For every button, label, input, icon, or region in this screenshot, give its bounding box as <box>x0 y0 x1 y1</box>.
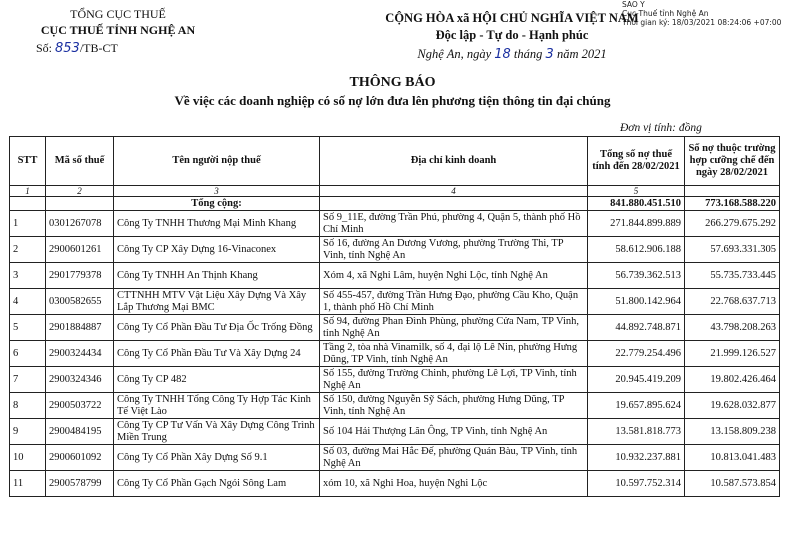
col-header-taxpayer-name: Tên người nộp thuế <box>114 137 320 186</box>
row-taxpayer-name: Công Ty Cổ Phần Đầu Tư Và Xây Dựng 24 <box>114 341 320 367</box>
table-row <box>10 445 780 471</box>
row-taxpayer-name: CTTNHH MTV Vật Liệu Xây Dựng Và Xây Lắp Thương Mại BMC <box>114 289 320 315</box>
index-cell: 5 <box>588 186 685 197</box>
row-enforced-debt: 10.813.041.483 <box>685 445 780 471</box>
row-tax-code: 2900484195 <box>46 419 114 445</box>
table-index-row <box>10 186 780 197</box>
index-cell <box>685 186 780 197</box>
table-row <box>10 367 780 393</box>
col-header-stt: STT <box>10 137 46 186</box>
row-enforced-debt: 10.587.573.854 <box>685 471 780 497</box>
table-header-row <box>10 137 780 186</box>
row-stt: 7 <box>10 367 46 393</box>
row-stt: 3 <box>10 263 46 289</box>
date-prefix: Nghệ An, ngày <box>417 47 492 61</box>
table-row <box>10 315 780 341</box>
row-stt: 9 <box>10 419 46 445</box>
date-month-handwritten: 3 <box>545 47 554 62</box>
issuer-parent-org: TỔNG CỤC THUẾ <box>70 7 166 21</box>
total-label: Tổng cộng: <box>114 197 320 211</box>
document-title: THÔNG BÁO <box>349 75 436 90</box>
total-enforced: 773.168.588.220 <box>685 197 780 211</box>
row-taxpayer-name: Công Ty Cổ Phần Xây Dựng Số 9.1 <box>114 445 320 471</box>
row-tax-code: 2900578799 <box>46 471 114 497</box>
col-header-tax-code: Mã số thuế <box>46 137 114 186</box>
row-total-debt: 10.932.237.881 <box>588 445 685 471</box>
issuer-org: CỤC THUẾ TỈNH NGHỆ AN <box>40 23 196 37</box>
row-enforced-debt: 19.802.426.464 <box>685 367 780 393</box>
table-row <box>10 263 780 289</box>
row-stt: 10 <box>10 445 46 471</box>
row-address: Số 94, đường Phan Đình Phùng, phường Cửa Nam, TP Vinh, tỉnh Nghệ An <box>320 315 588 341</box>
document-number <box>18 40 218 57</box>
row-taxpayer-name: Công Ty CP Tư Vấn Và Xây Dựng Công Trình Miền Trung <box>114 419 320 445</box>
row-stt: 1 <box>10 211 46 237</box>
row-taxpayer-name: Công Ty TNHH Tổng Công Ty Hợp Tác Kinh Tế Việt Lào <box>114 393 320 419</box>
row-tax-code: 2901779378 <box>46 263 114 289</box>
document-subtitle: Về việc các doanh nghiệp có số nợ lớn đưa lên phương tiện thông tin đại chúng <box>174 93 611 108</box>
row-address: Số 16, đường An Dương Vương, phường Trường Thi, TP Vinh, tỉnh Nghệ An <box>320 237 588 263</box>
row-taxpayer-name: Công Ty CP Xây Dựng 16-Vinaconex <box>114 237 320 263</box>
row-address: Số 455-457, đường Trần Hưng Đạo, phường Cầu Kho, Quận 1, thành phố Hồ Chí Minh <box>320 289 588 315</box>
row-tax-code: 2900324434 <box>46 341 114 367</box>
issue-date <box>372 46 652 63</box>
row-enforced-debt: 55.735.733.445 <box>685 263 780 289</box>
row-enforced-debt: 266.279.675.292 <box>685 211 780 237</box>
issuer-block <box>18 6 218 57</box>
row-total-debt: 56.739.362.513 <box>588 263 685 289</box>
table-row <box>10 419 780 445</box>
row-taxpayer-name: Công Ty CP 482 <box>114 367 320 393</box>
row-tax-code: 2900324346 <box>46 367 114 393</box>
unit-note: Đơn vị tính: đồng <box>620 122 702 134</box>
copy-stamp-line2: Cục Thuế tỉnh Nghệ An <box>622 9 709 18</box>
table-row <box>10 289 780 315</box>
row-stt: 2 <box>10 237 46 263</box>
row-tax-code: 2900503722 <box>46 393 114 419</box>
row-total-debt: 13.581.818.773 <box>588 419 685 445</box>
row-total-debt: 10.597.752.314 <box>588 471 685 497</box>
row-total-debt: 58.612.906.188 <box>588 237 685 263</box>
index-cell: 2 <box>46 186 114 197</box>
row-stt: 6 <box>10 341 46 367</box>
row-address: xóm 10, xã Nghi Hoa, huyện Nghi Lộc <box>320 471 588 497</box>
row-tax-code: 2900601261 <box>46 237 114 263</box>
row-stt: 11 <box>10 471 46 497</box>
row-address: Số 104 Hải Thượng Lãn Ông, TP Vinh, tỉnh Nghệ An <box>320 419 588 445</box>
row-tax-code: 2901884887 <box>46 315 114 341</box>
row-enforced-debt: 13.158.809.238 <box>685 419 780 445</box>
table-row <box>10 237 780 263</box>
total-row <box>10 197 780 211</box>
copy-stamp-line3: Thời gian ký: 18/03/2021 08:24:06 +07:00 <box>622 18 782 27</box>
date-year: năm 2021 <box>556 47 607 61</box>
col-header-enforced-debt: Số nợ thuộc trường hợp cưỡng chế đến ngày 28/02/2021 <box>685 137 780 186</box>
row-tax-code: 0300582655 <box>46 289 114 315</box>
index-cell: 4 <box>320 186 588 197</box>
table-row <box>10 471 780 497</box>
index-cell: 3 <box>114 186 320 197</box>
row-taxpayer-name: Công Ty TNHH Thương Mại Minh Khang <box>114 211 320 237</box>
national-header <box>372 10 652 63</box>
row-enforced-debt: 19.628.032.877 <box>685 393 780 419</box>
doc-number-suffix: /TB-CT <box>79 41 118 55</box>
row-taxpayer-name: Công Ty TNHH An Thịnh Khang <box>114 263 320 289</box>
total-debt: 841.880.451.510 <box>588 197 685 211</box>
row-total-debt: 44.892.748.871 <box>588 315 685 341</box>
row-address: Số 9_11E, đường Trần Phú, phường 4, Quận 5, thành phố Hồ Chí Minh <box>320 211 588 237</box>
row-total-debt: 22.779.254.496 <box>588 341 685 367</box>
row-enforced-debt: 43.798.208.263 <box>685 315 780 341</box>
row-tax-code: 2900601092 <box>46 445 114 471</box>
row-address: Số 155, đường Trường Chinh, phường Lê Lợi, TP Vinh, tỉnh Nghệ An <box>320 367 588 393</box>
index-cell: 1 <box>10 186 46 197</box>
doc-number-handwritten: 853 <box>55 41 80 56</box>
row-tax-code: 0301267078 <box>46 211 114 237</box>
col-header-total-debt: Tổng số nợ thuế tính đến 28/02/2021 <box>588 137 685 186</box>
row-address: Số 150, đường Nguyễn Sỹ Sách, phường Hưng Dũng, TP Vinh, tỉnh Nghệ An <box>320 393 588 419</box>
row-taxpayer-name: Công Ty Cổ Phần Gạch Ngói Sông Lam <box>114 471 320 497</box>
row-stt: 4 <box>10 289 46 315</box>
row-total-debt: 19.657.895.624 <box>588 393 685 419</box>
copy-stamp-line1: SAO Y <box>622 0 645 9</box>
col-header-address: Địa chỉ kinh doanh <box>320 137 588 186</box>
debtor-table <box>9 136 780 497</box>
date-day-handwritten: 18 <box>494 47 511 62</box>
row-address: Tầng 2, tòa nhà Vinamilk, số 4, đại lộ Lê Nin, phường Hưng Dũng, TP Vinh, tỉnh Nghệ An <box>320 341 588 367</box>
row-enforced-debt: 22.768.637.713 <box>685 289 780 315</box>
row-total-debt: 20.945.419.209 <box>588 367 685 393</box>
row-stt: 5 <box>10 315 46 341</box>
row-taxpayer-name: Công Ty Cổ Phần Đầu Tư Địa Ốc Trống Đồng <box>114 315 320 341</box>
row-enforced-debt: 21.999.126.527 <box>685 341 780 367</box>
row-total-debt: 271.844.899.889 <box>588 211 685 237</box>
row-address: Số 03, đường Mai Hắc Đế, phường Quán Bàu, TP Vinh, tỉnh Nghệ An <box>320 445 588 471</box>
row-total-debt: 51.800.142.964 <box>588 289 685 315</box>
republic-name: CỘNG HÒA xã HỘI CHỦ NGHĨA VIỆT NAM <box>385 11 639 25</box>
row-enforced-debt: 57.693.331.305 <box>685 237 780 263</box>
doc-number-label: Số: <box>36 41 53 55</box>
date-month-label: tháng <box>513 47 543 61</box>
row-stt: 8 <box>10 393 46 419</box>
table-row <box>10 341 780 367</box>
table-row <box>10 393 780 419</box>
row-address: Xóm 4, xã Nghi Lâm, huyện Nghi Lộc, tỉnh Nghệ An <box>320 263 588 289</box>
national-motto: Độc lập - Tự do - Hạnh phúc <box>435 28 589 42</box>
table-row <box>10 211 780 237</box>
